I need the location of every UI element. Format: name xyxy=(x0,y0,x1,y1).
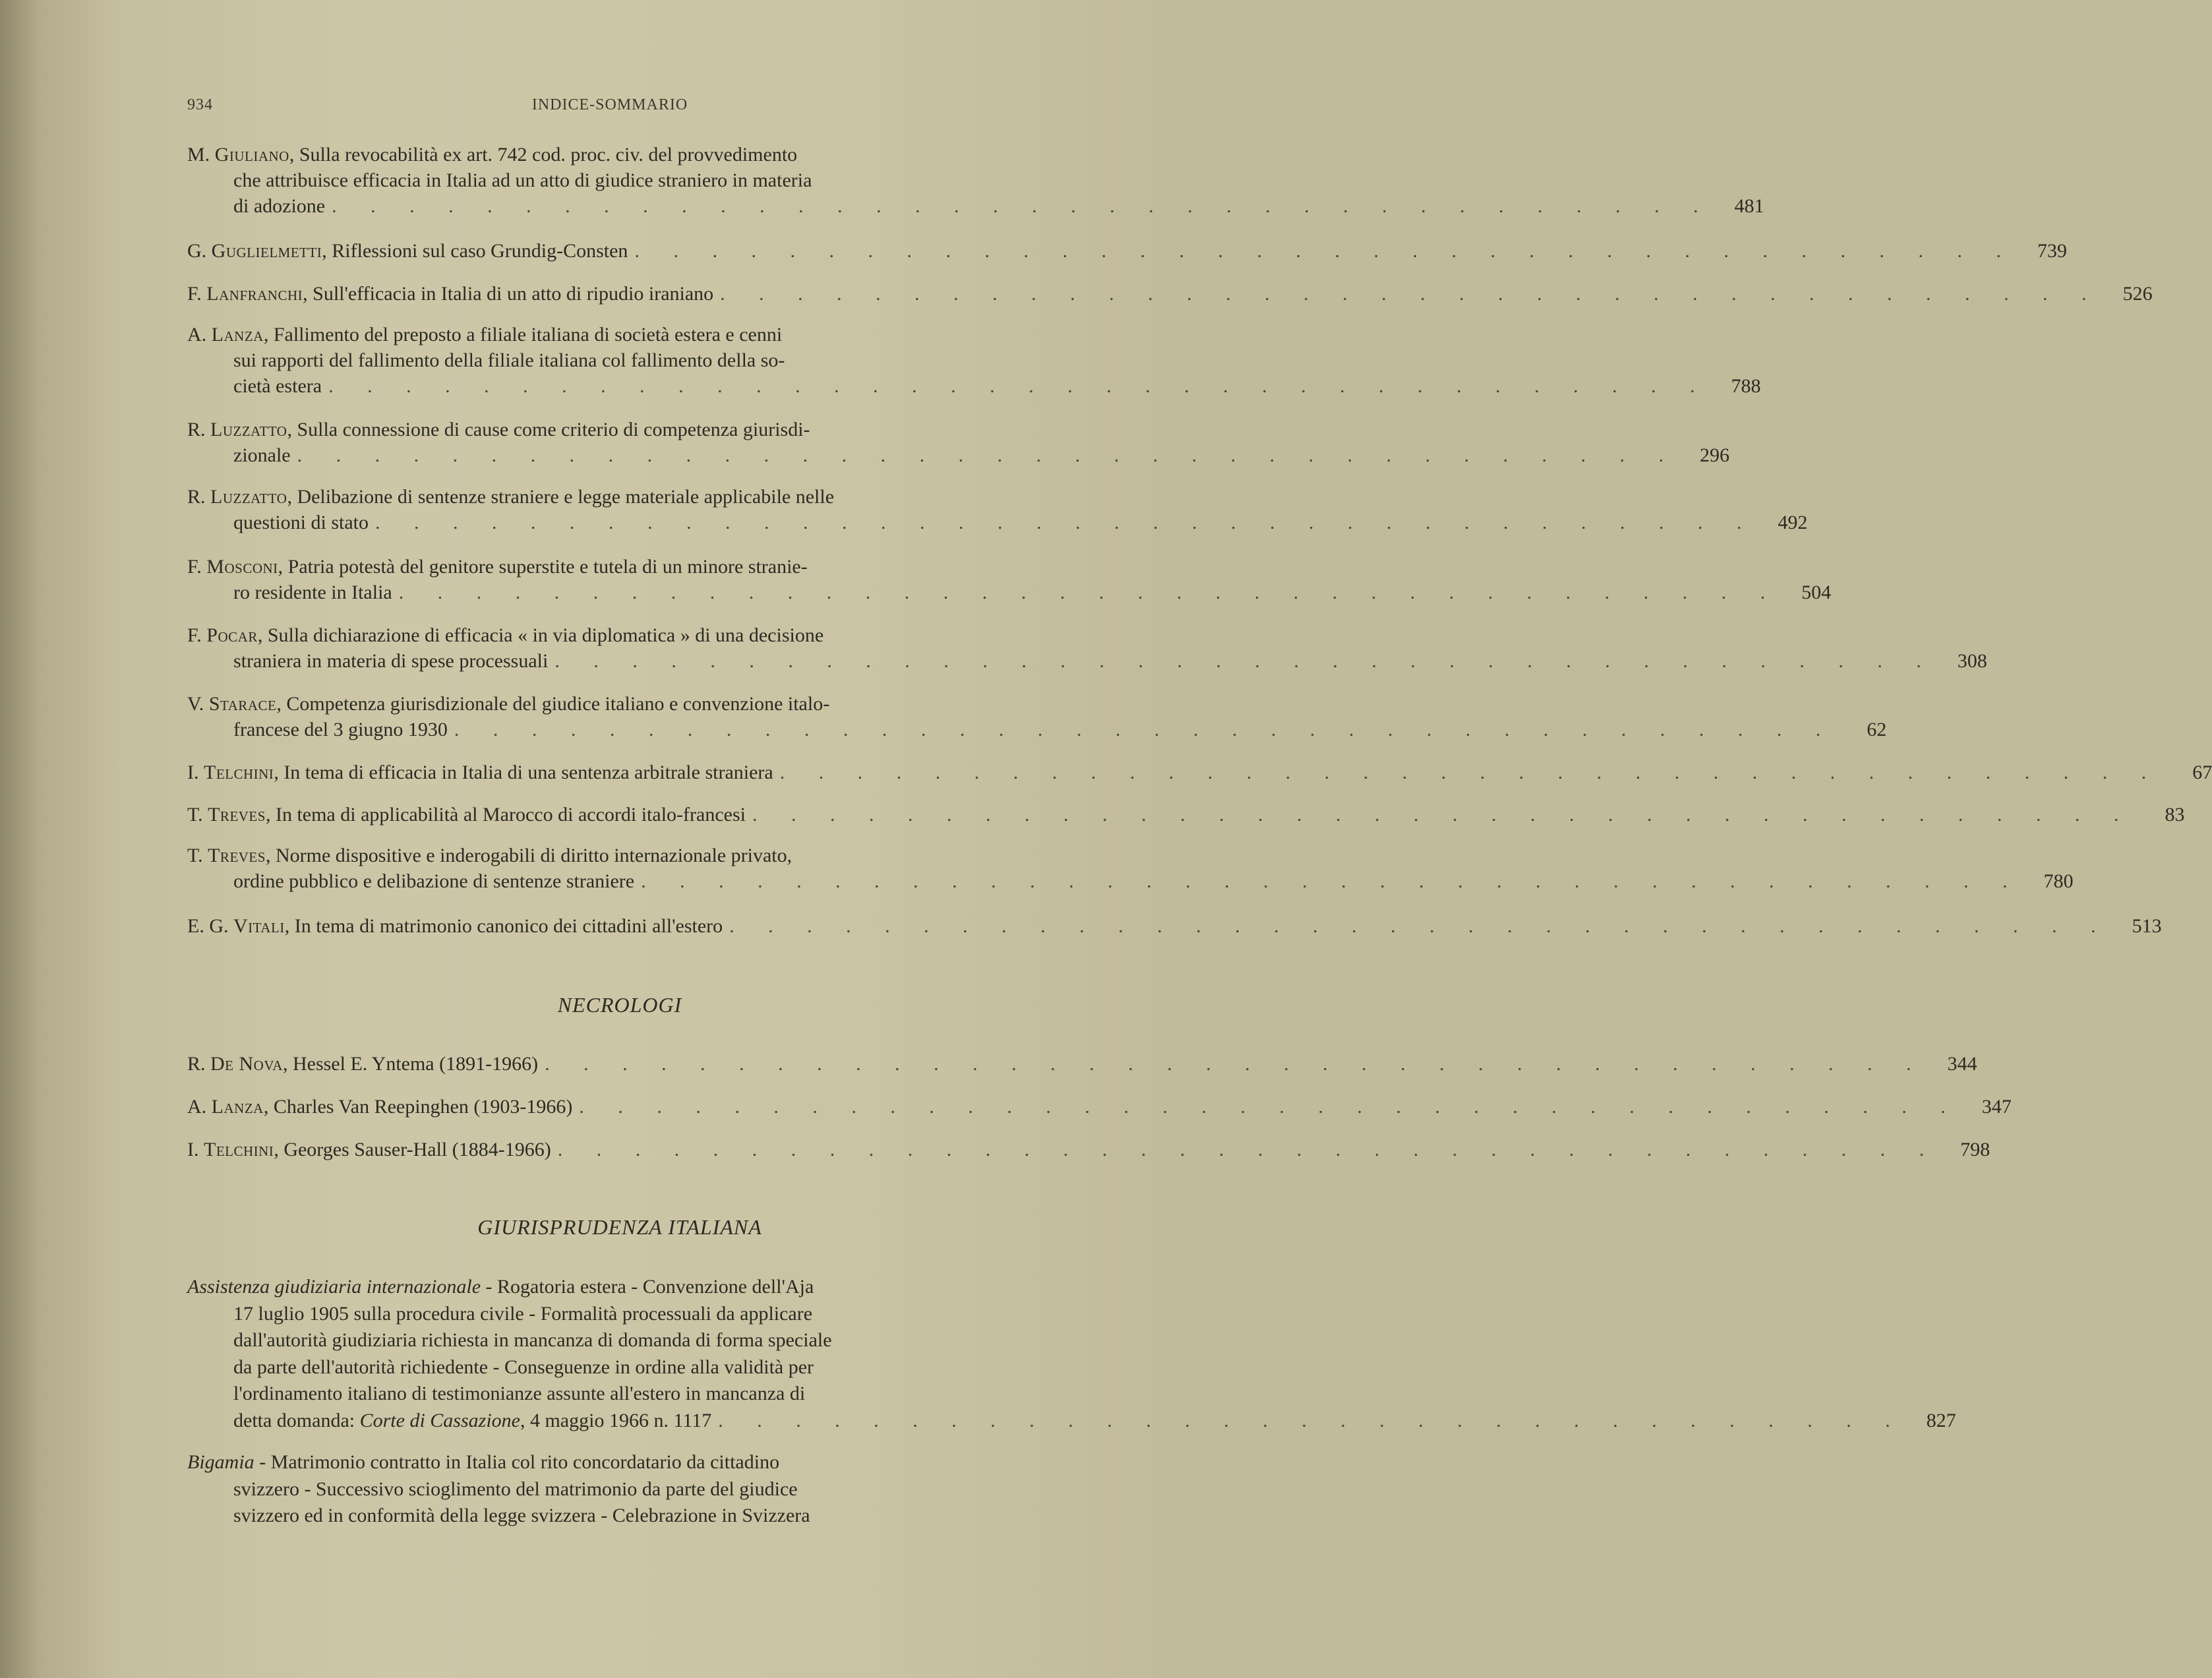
entry-line xyxy=(187,347,972,373)
entry-text: , Charles Van Reepinghen (1903-1966) xyxy=(263,1096,573,1118)
entry-text: - Rogatoria estera - Convenzione dell'Aja xyxy=(481,1276,814,1298)
entry-text-wrap xyxy=(187,845,792,866)
dot-leader: . . . . . . . . . . . . . . . . . . . . . . . . . . . . . . . . . . . . xyxy=(554,650,1936,672)
index-entry xyxy=(187,281,2153,307)
author-initial: F. xyxy=(187,624,202,646)
entry-text: che attribuisce efficacia in Italia ad un atto di giudice straniero in materia xyxy=(233,169,812,191)
author-surname: Luzzatto xyxy=(210,419,287,440)
author-initial: I. xyxy=(187,1139,199,1160)
page-ref: 62 xyxy=(1867,719,1887,740)
author-surname: De Nova xyxy=(210,1053,283,1075)
entry-line xyxy=(187,622,972,648)
entry-text: francese del 3 giugno 1930 xyxy=(233,719,448,740)
entry-text: , Patria potestà del genitore superstite e tutela di un minore stranie- xyxy=(278,556,808,578)
entry-text: , In tema di applicabilità al Marocco di accordi italo-francesi xyxy=(265,804,746,825)
entry-line xyxy=(187,510,1808,535)
entry-line xyxy=(187,717,1887,742)
entry-text: detta domanda: xyxy=(233,1409,360,1431)
entry-line xyxy=(187,802,2185,827)
author-surname: Starace xyxy=(208,693,277,715)
entry-line xyxy=(187,142,972,167)
entry-line xyxy=(187,193,1764,219)
index-entry xyxy=(187,802,2185,827)
author-initial: A. xyxy=(187,1096,207,1118)
author-surname: Lanza xyxy=(211,1096,264,1118)
author-surname: Treves xyxy=(208,804,266,825)
dot-leader: . . . . . . . . . . . . . . . . . . . . . . . . . . . . . . . . . . . . xyxy=(729,915,2110,937)
entry-text-wrap xyxy=(187,760,773,785)
entry-text: svizzero ed in conformità della legge svizzera - Celebrazione in Svizzera xyxy=(233,1505,810,1526)
entry-text: ro residente in Italia xyxy=(233,582,392,603)
page-ref: 526 xyxy=(2122,283,2153,305)
entry-line xyxy=(187,373,1761,399)
entry-text-wrap xyxy=(187,1094,572,1120)
author-surname: Telchini xyxy=(204,1139,274,1160)
entry-text: , Delibazione di sentenze straniere e legge materiale applicabile nelle xyxy=(287,486,835,508)
author-initial: R. xyxy=(187,1053,206,1075)
entry-bigamia xyxy=(187,1449,1038,1530)
section-heading-giurisprudenza: GIURISPRUDENZA ITALIANA xyxy=(477,1215,762,1239)
entry-text-wrap xyxy=(187,486,834,508)
index-entry xyxy=(187,913,2162,939)
entry-text: - Matrimonio contratto in Italia col rito concordatario da cittadino xyxy=(254,1451,780,1473)
page-ref: 504 xyxy=(1801,582,1832,603)
entry-text: da parte dell'autorità richiedente - Conseguenze in ordine alla validità per xyxy=(233,1356,814,1378)
court-name: Corte di Cassazione xyxy=(359,1409,520,1431)
entry-text: , In tema di efficacia in Italia di una sentenza arbitrale straniera xyxy=(274,762,773,783)
author-surname: Lanfranchi xyxy=(206,283,303,305)
author-initial: E. G. xyxy=(187,915,229,937)
entry-line xyxy=(187,417,972,442)
entry-text: ordine pubblico e delibazione di sentenze straniere xyxy=(233,870,635,892)
page-ref: 83 xyxy=(2165,804,2185,825)
index-entry xyxy=(187,142,1764,219)
entry-text: questioni di stato xyxy=(233,512,369,533)
page-ref: 308 xyxy=(1957,650,1987,672)
entry-text: di adozione xyxy=(233,195,326,217)
page-ref: 788 xyxy=(1731,375,1761,397)
section-heading-necrologi: NECROLOGI xyxy=(557,993,682,1017)
dot-leader: . . . . . . . . . . . . . . . . . . . . . . . . . . . . . . . . . . . . xyxy=(752,804,2134,825)
running-title: INDICE-SOMMARIO xyxy=(531,96,688,113)
page-ref: 780 xyxy=(2043,870,2074,892)
author-initial: A. xyxy=(187,324,207,345)
entry-line xyxy=(187,554,972,580)
entry-text-wrap xyxy=(187,802,746,827)
page-ref: 481 xyxy=(1734,195,1764,217)
entry-text: , Norme dispositive e inderogabili di diritto internazionale privato, xyxy=(265,845,792,866)
entry-text: zionale xyxy=(233,444,291,466)
entry-line xyxy=(187,913,2162,939)
index-entry xyxy=(187,484,1808,535)
dot-leader: . . . . . . . . . . . . . . . . . . . . . . . . . . . . . . . . . . . . xyxy=(332,195,1713,217)
entry-text-wrap xyxy=(187,324,782,345)
index-entry xyxy=(187,238,2067,264)
entry-line xyxy=(187,648,1987,674)
entry-line xyxy=(187,1051,1977,1077)
page-ref: 513 xyxy=(2132,915,2162,937)
dot-leader: . . . . . . . . . . . . . . . . . . . . . . . . . . . . . . . xyxy=(718,1409,1905,1431)
author-initial: R. xyxy=(187,419,206,440)
index-entry xyxy=(187,1094,2012,1120)
entry-text: , Sulla connessione di cause come criterio di competenza giurisdi- xyxy=(287,419,810,440)
page-ref: 798 xyxy=(1960,1139,1990,1160)
entry-text: , Fallimento del preposto a filiale italiana di società estera e cenni xyxy=(263,324,783,345)
entry-text: sui rapporti del fallimento della filiale italiana col fallimento della so- xyxy=(233,349,785,371)
entry-text-wrap xyxy=(233,442,291,468)
entry-text: l'ordinamento italiano di testimonianze assunte all'estero in mancanza di xyxy=(233,1383,806,1404)
index-entry xyxy=(187,1137,1990,1162)
dot-leader: . . . . . . . . . . . . . . . . . . . . . . . . . . . . . . . . . . . . xyxy=(557,1139,1939,1160)
entry-text-wrap xyxy=(187,693,829,715)
dot-leader: . . . . . . . . . . . . . . . . . . . . . . . . . . . . . . . . . . . . xyxy=(375,512,1756,533)
index-entry xyxy=(187,1051,1977,1077)
entry-line xyxy=(187,691,972,717)
page-ref: 739 xyxy=(2037,240,2067,262)
entry-text-wrap xyxy=(233,868,634,894)
entry-assistenza xyxy=(187,1274,1956,1434)
author-surname: Giuliano xyxy=(214,144,289,165)
page-ref: 827 xyxy=(1926,1409,1956,1431)
index-entry xyxy=(187,622,1987,674)
entry-text-wrap xyxy=(233,169,812,191)
author-initial: F. xyxy=(187,556,202,578)
entry-line xyxy=(187,281,2153,307)
dot-leader: . . . . . . . . . . . . . . . . . . . . . . . . . . . . . . . . . . . . xyxy=(579,1096,1960,1118)
page-ref: 67 xyxy=(2192,762,2212,783)
entry-line xyxy=(187,843,972,868)
entry-line xyxy=(187,442,1730,468)
entry-text-wrap xyxy=(187,281,713,307)
author-initial: R. xyxy=(187,486,206,508)
entry-text-wrap xyxy=(187,144,797,165)
entry-line xyxy=(187,580,1832,605)
author-surname: Mosconi xyxy=(206,556,278,578)
entry-text: cietà estera xyxy=(233,375,322,397)
entry-text: , Hessel E. Yntema (1891-1966) xyxy=(282,1053,539,1075)
entry-text: , Georges Sauser-Hall (1884-1966) xyxy=(274,1139,551,1160)
entry-text-wrap xyxy=(187,556,808,578)
entry-text: , Sulla revocabilità ex art. 742 cod. proc. civ. del provvedimento xyxy=(289,144,798,165)
page-ref: 492 xyxy=(1778,512,1808,533)
entry-text-wrap xyxy=(187,913,723,939)
entry-line xyxy=(187,322,972,347)
author-initial: M. xyxy=(187,144,210,165)
entry-line xyxy=(187,760,2212,785)
author-initial: I. xyxy=(187,762,199,783)
entry-text-wrap xyxy=(233,648,548,674)
entry-text: , Riflessioni sul caso Grundig-Consten xyxy=(322,240,628,262)
author-surname: Pocar xyxy=(206,624,258,646)
entry-text: , 4 maggio 1966 n. 1117 xyxy=(520,1409,712,1431)
entry-text: , Competenza giurisdizionale del giudice italiano e convenzione italo- xyxy=(276,693,830,715)
entry-text: straniera in materia di spese processuali xyxy=(233,650,549,672)
entry-text: , Sull'efficacia in Italia di un atto di ripudio iraniano xyxy=(303,283,714,305)
index-entry xyxy=(187,760,2212,785)
author-surname: Vitali xyxy=(233,915,285,937)
entry-text-wrap xyxy=(187,238,628,264)
entry-text-wrap xyxy=(233,510,369,535)
entry-text-wrap xyxy=(233,717,448,742)
topic: Assistenza giudiziaria internazionale xyxy=(187,1276,481,1298)
author-surname: Treves xyxy=(208,845,266,866)
entry-text: dall'autorità giudiziaria richiesta in mancanza di domanda di forma speciale xyxy=(233,1329,832,1351)
index-entry xyxy=(187,322,1761,399)
dot-leader: . . . . . . . . . . . . . . . . . . . . . . . . . . . . . . . . . . . . xyxy=(454,719,1836,740)
author-initial: T. xyxy=(187,845,203,866)
author-surname: Telchini xyxy=(204,762,274,783)
entry-text: , In tema di matrimonio canonico dei cittadini all'estero xyxy=(284,915,723,937)
entry-text-wrap xyxy=(187,624,823,646)
entry-text-wrap xyxy=(187,419,810,440)
topic: Bigamia xyxy=(187,1451,254,1473)
index-entry xyxy=(187,417,1730,468)
dot-leader: . . . . . . . . . . . . . . . . . . . . . . . . . . . . . . . . . . . . xyxy=(720,283,2101,305)
entry-line xyxy=(187,1137,1990,1162)
entry-text-wrap xyxy=(233,373,322,399)
index-entry xyxy=(187,843,2074,894)
entry-text-wrap xyxy=(187,1051,538,1077)
entry-line xyxy=(187,238,2067,264)
entry-text-wrap xyxy=(187,1137,551,1162)
dot-leader: . . . . . . . . . . . . . . . . . . . . . . . . . . . . . . . . . . . . xyxy=(545,1053,1926,1075)
index-entry xyxy=(187,554,1832,605)
entry-line xyxy=(187,1094,2012,1120)
dot-leader: . . . . . . . . . . . . . . . . . . . . . . . . . . . . . . . . . . . . xyxy=(297,444,1679,466)
author-surname: Guglielmetti xyxy=(211,240,322,262)
entry-text: 17 luglio 1905 sulla procedura civile - Formalità processuali da applicare xyxy=(233,1302,813,1325)
page-ref: 296 xyxy=(1700,444,1730,466)
page-ref: 344 xyxy=(1947,1053,1977,1075)
entry-text-wrap xyxy=(233,580,392,605)
dot-leader: . . . . . . . . . . . . . . . . . . . . . . . . . . . . . . . . . . . . xyxy=(328,375,1710,397)
index-entry xyxy=(187,691,1887,742)
dot-leader: . . . . . . . . . . . . . . . . . . . . . . . . . . . . . . . . . . . . xyxy=(779,762,2161,783)
entry-line xyxy=(187,868,2074,894)
author-initial: G. xyxy=(187,240,207,262)
entry-line xyxy=(187,167,972,193)
author-initial: T. xyxy=(187,804,203,825)
page-number: 934 xyxy=(187,96,213,113)
page-ref: 347 xyxy=(1981,1096,2012,1118)
author-surname: Lanza xyxy=(211,324,264,345)
entry-text: , Sulla dichiarazione di efficacia « in via diplomatica » di una decisione xyxy=(257,624,824,646)
dot-leader: . . . . . . . . . . . . . . . . . . . . . . . . . . . . . . . . . . . . xyxy=(634,240,2016,262)
dot-leader: . . . . . . . . . . . . . . . . . . . . . . . . . . . . . . . . . . . . xyxy=(398,582,1780,603)
entry-text-wrap xyxy=(233,193,325,219)
entry-text-wrap xyxy=(233,349,785,371)
entry-line xyxy=(187,484,972,510)
dot-leader: . . . . . . . . . . . . . . . . . . . . . . . . . . . . . . . . . . . . xyxy=(641,870,2022,892)
author-initial: V. xyxy=(187,693,204,715)
entry-text: svizzero - Successivo scioglimento del matrimonio da parte del giudice xyxy=(233,1478,798,1500)
author-initial: F. xyxy=(187,283,202,305)
author-surname: Luzzatto xyxy=(210,486,287,508)
